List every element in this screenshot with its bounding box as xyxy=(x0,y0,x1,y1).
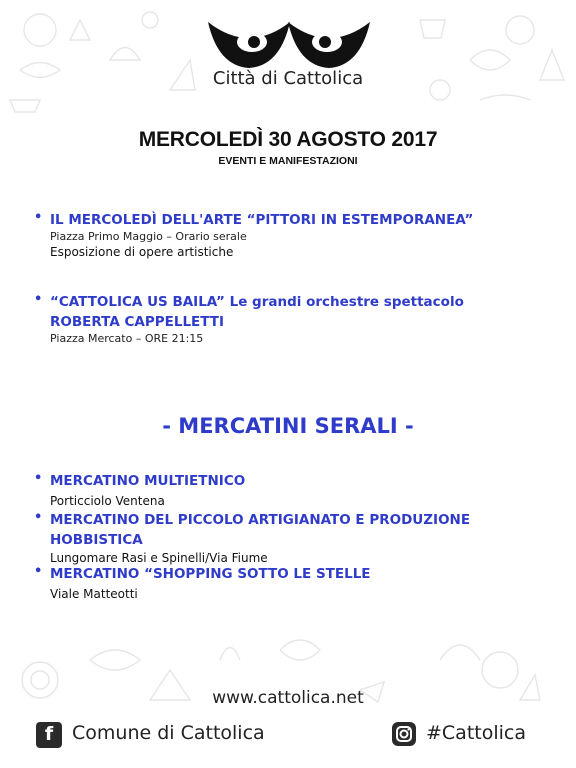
event-meta: Piazza Mercato – ORE 21:15 xyxy=(50,332,204,345)
market-title: MERCATINO DEL PICCOLO ARTIGIANATO E PRODUZIONE xyxy=(50,512,471,528)
event-title: IL MERCOLEDÌ DELL'ARTE “PITTORI IN ESTEMPORANEA” xyxy=(50,212,474,228)
instagram-label[interactable]: #Cattolica xyxy=(426,722,527,744)
bullet: • xyxy=(34,510,43,525)
event-title: “CATTOLICA US BAILA” Le grandi orchestre spettacolo xyxy=(50,294,464,310)
market-item xyxy=(34,510,564,566)
section-heading: - MERCATINI SERALI - xyxy=(162,414,414,438)
market-title-line2: HOBBISTICA xyxy=(50,532,143,548)
page-subtitle: EVENTI E MANIFESTAZIONI xyxy=(218,155,358,167)
event-date: MERCOLEDÌ 30 AGOSTO 2017 xyxy=(138,128,438,151)
bullet: • xyxy=(34,292,43,307)
instagram-icon[interactable] xyxy=(392,722,416,746)
bullet: • xyxy=(34,564,43,579)
instagram-glyph xyxy=(392,722,416,746)
event-meta: Piazza Primo Maggio – Orario serale xyxy=(50,230,247,243)
event-title-line2: ROBERTA CAPPELLETTI xyxy=(50,314,225,330)
facebook-icon[interactable] xyxy=(36,722,62,748)
market-title: MERCATINO “SHOPPING SOTTO LE STELLE xyxy=(50,566,371,582)
event-item xyxy=(34,210,564,260)
market-location: Lungomare Rasi e Spinelli/Via Fiume xyxy=(50,551,268,565)
market-item xyxy=(34,564,564,602)
facebook-label[interactable]: Comune di Cattolica xyxy=(72,722,265,744)
facebook-glyph: f xyxy=(44,723,54,745)
event-description: Esposizione di opere artistiche xyxy=(50,245,234,259)
website-link[interactable]: www.cattolica.net xyxy=(212,688,364,708)
bullet: • xyxy=(34,210,43,225)
market-location: Viale Matteotti xyxy=(50,587,138,601)
bullet: • xyxy=(34,471,43,486)
brand-name: Città di Cattolica xyxy=(212,68,364,89)
market-location: Porticciolo Ventena xyxy=(50,494,165,508)
market-title: MERCATINO MULTIETNICO xyxy=(50,473,246,489)
market-item xyxy=(34,471,564,509)
event-item xyxy=(34,292,564,346)
